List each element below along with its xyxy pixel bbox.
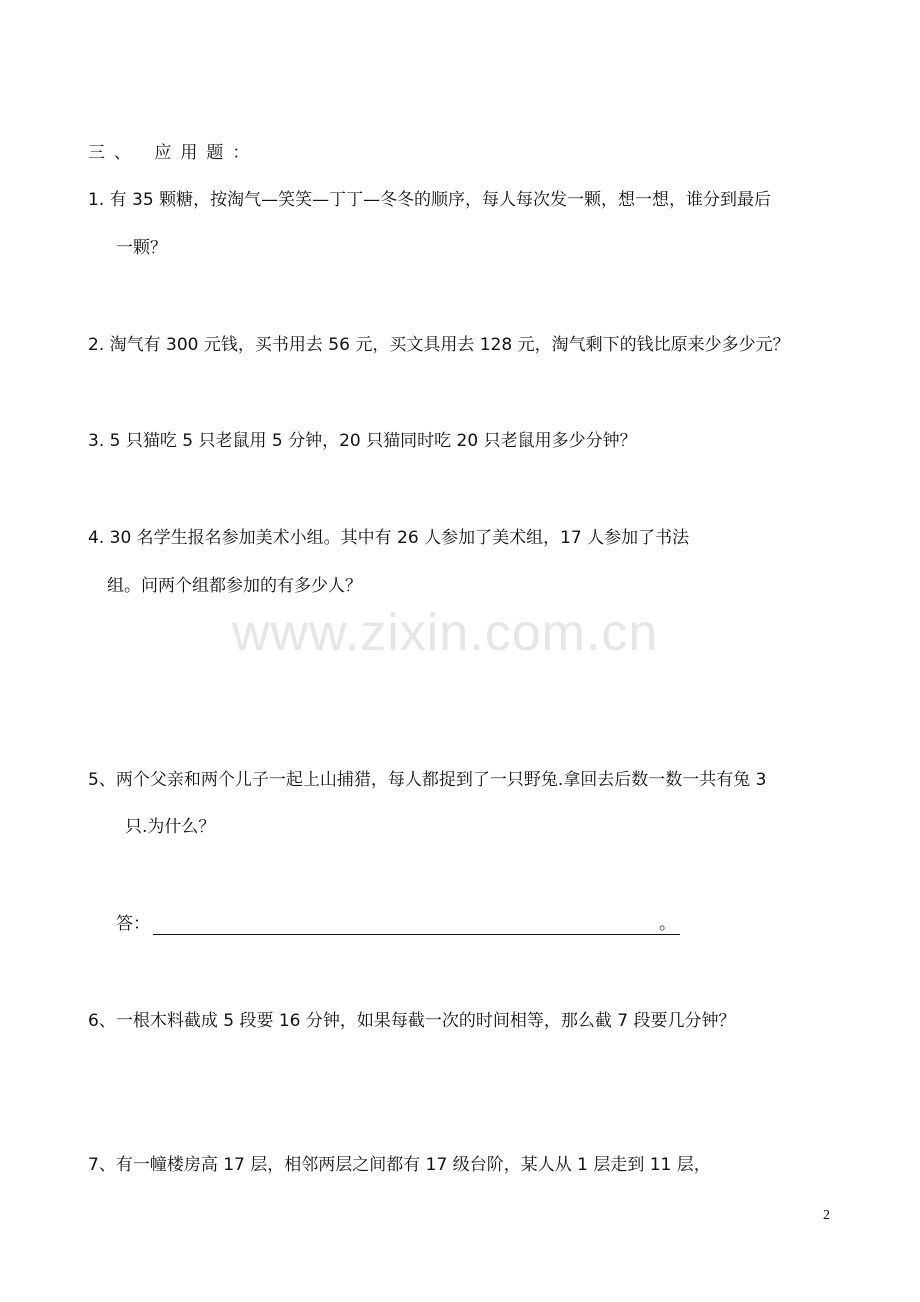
watermark: www.zixin.com.cn [232, 604, 659, 662]
section-heading: 三、 应用题： [88, 143, 259, 163]
page-number: 2 [823, 1208, 830, 1223]
question-6-line-1: 6、一根木料截成 5 段要 16 分钟，如果每截一次的时间相等，那么截 7 段要几分钟？ [88, 1011, 736, 1031]
question-5-line-1: 5、两个父亲和两个儿子一起上山捕猎，每人都捉到了一只野兔.拿回去后数一数一共有兔 3 [88, 770, 767, 790]
question-3-line-1: 3. 5 只猫吃 5 只老鼠用 5 分钟，20 只猫同时吃 20 只老鼠用多少分钟？ [88, 431, 637, 451]
question-2-line-1: 2. 淘气有 300 元钱，买书用去 56 元，买文具用去 128 元，淘气剩下的钱比原来少多少元？ [88, 335, 790, 355]
question-4-line-2: 组。问两个组都参加的有多少人？ [107, 576, 362, 596]
question-1-line-1: 1. 有 35 颗糖，按淘气—笑笑—丁丁—冬冬的顺序，每人每次发一颗，想一想，谁分到最后 [88, 190, 772, 210]
question-4-line-1: 4. 30 名学生报名参加美术小组。其中有 26 人参加了美术组，17 人参加了书法 [88, 528, 690, 548]
question-5-line-2: 只.为什么？ [125, 817, 216, 837]
answer-blank-line[interactable] [153, 913, 680, 935]
answer-end-mark: 。 [659, 914, 676, 934]
question-1-line-2: 一颗？ [116, 238, 167, 258]
question-7-line-1: 7、有一幢楼房高 17 层，相邻两层之间都有 17 级台阶，某人从 1 层走到 11 层， [88, 1155, 711, 1175]
answer-label: 答： [116, 914, 150, 934]
